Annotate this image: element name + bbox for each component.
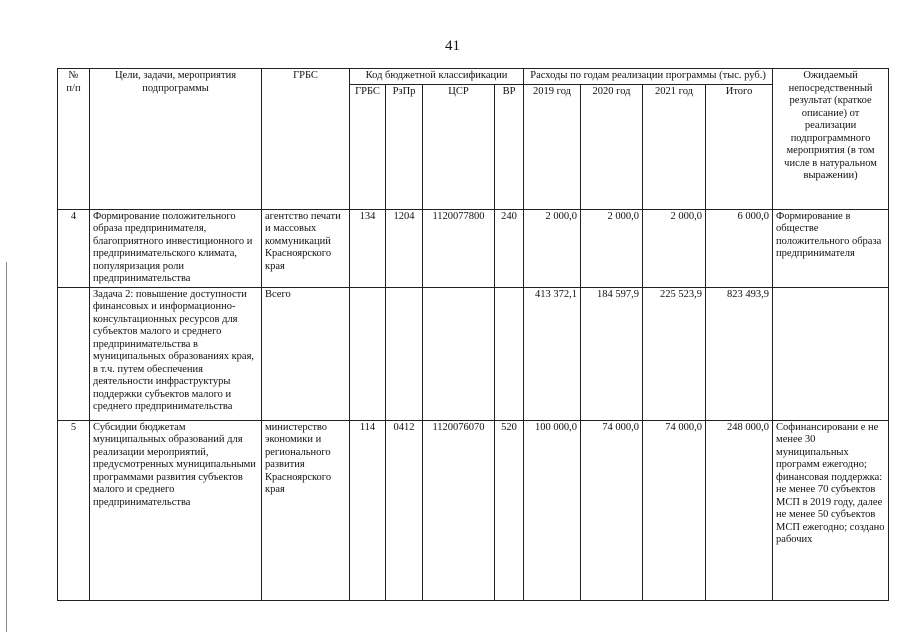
row-code-grbs: 114 [350, 420, 386, 600]
row-2020: 184 597,9 [581, 287, 643, 420]
row-2019: 413 372,1 [524, 287, 581, 420]
header-code-group: Код бюджетной классификации [350, 69, 524, 85]
row-2021: 2 000,0 [643, 209, 706, 287]
row-grbs: министерство экономики и регионального развития Красноярского края [262, 420, 350, 600]
row-code-grbs [350, 287, 386, 420]
row-result [773, 420, 889, 600]
row-num: 4 [58, 209, 90, 287]
row-name: Задача 2: повышение доступности финансовых и информационно-консультационных ресурсов для субъектов малого и среднего предпринимательства в муниципальных образованиях края, в т.ч. путем обеспечения деятельности инфраструктуры поддержки субъектов малого и среднего предпринимательства [90, 287, 262, 420]
header-code-csr: ЦСР [423, 84, 495, 209]
row-vr [495, 287, 524, 420]
page-number: 41 [445, 38, 460, 54]
row-total: 248 000,0 [706, 420, 773, 600]
header-total: Итого [706, 84, 773, 209]
row-2019: 2 000,0 [524, 209, 581, 287]
table-row [58, 209, 889, 287]
row-csr: 1120077800 [423, 209, 495, 287]
header-year-2020: 2020 год [581, 84, 643, 209]
row-2021: 74 000,0 [643, 420, 706, 600]
row-csr: 1120076070 [423, 420, 495, 600]
header-expenses-group: Расходы по годам реализации программы (тыс. руб.) [524, 69, 773, 85]
row-2020: 74 000,0 [581, 420, 643, 600]
scan-edge-mark [6, 262, 7, 632]
row-vr: 240 [495, 209, 524, 287]
row-result [773, 287, 889, 420]
header-result: Ожидаемый непосредственный результат (краткое описание) от реализации подпрограммного мероприятия (в том числе в натуральном выражении) [773, 69, 889, 210]
row-rzpr: 1204 [386, 209, 423, 287]
table-row [58, 287, 889, 420]
row-result-text: Софинансировани е не менее 30 муниципальных программ ежегодно; финансовая поддержка: не менее 70 субъектов МСП в 2019 году, далее не менее 50 субъектов МСП ежегодно; создано рабочих [776, 421, 885, 545]
header-code-vr: ВР [495, 84, 524, 209]
row-total: 6 000,0 [706, 209, 773, 287]
row-rzpr: 0412 [386, 420, 423, 600]
header-grbs: ГРБС [262, 69, 350, 210]
row-grbs: Всего [262, 287, 350, 420]
row-num [58, 287, 90, 420]
row-2020: 2 000,0 [581, 209, 643, 287]
row-num: 5 [58, 420, 90, 600]
row-2019: 100 000,0 [524, 420, 581, 600]
row-csr [423, 287, 495, 420]
row-code-grbs: 134 [350, 209, 386, 287]
row-total: 823 493,9 [706, 287, 773, 420]
header-year-2021: 2021 год [643, 84, 706, 209]
table-row [58, 420, 889, 600]
header-code-grbs: ГРБС [350, 84, 386, 209]
row-result: Формирование в обществе положительного образа предпринимателя [773, 209, 889, 287]
header-goals: Цели, задачи, мероприятия подпрограммы [90, 69, 262, 210]
row-vr: 520 [495, 420, 524, 600]
header-code-rzpr: РзПр [386, 84, 423, 209]
header-num: № п/п [58, 69, 90, 210]
row-name: Формирование положительного образа предпринимателя, благоприятного инвестиционного и предпринимательского климата, популяризация роли предпринимательства [90, 209, 262, 287]
row-grbs: агентство печати и массовых коммуникаций Красноярского края [262, 209, 350, 287]
header-year-2019: 2019 год [524, 84, 581, 209]
row-rzpr [386, 287, 423, 420]
row-name: Субсидии бюджетам муниципальных образований для реализации мероприятий, предусмотренных муниципальными программами развития субъектов малого и среднего предпринимательства [90, 420, 262, 600]
row-2021: 225 523,9 [643, 287, 706, 420]
budget-table [57, 68, 889, 601]
